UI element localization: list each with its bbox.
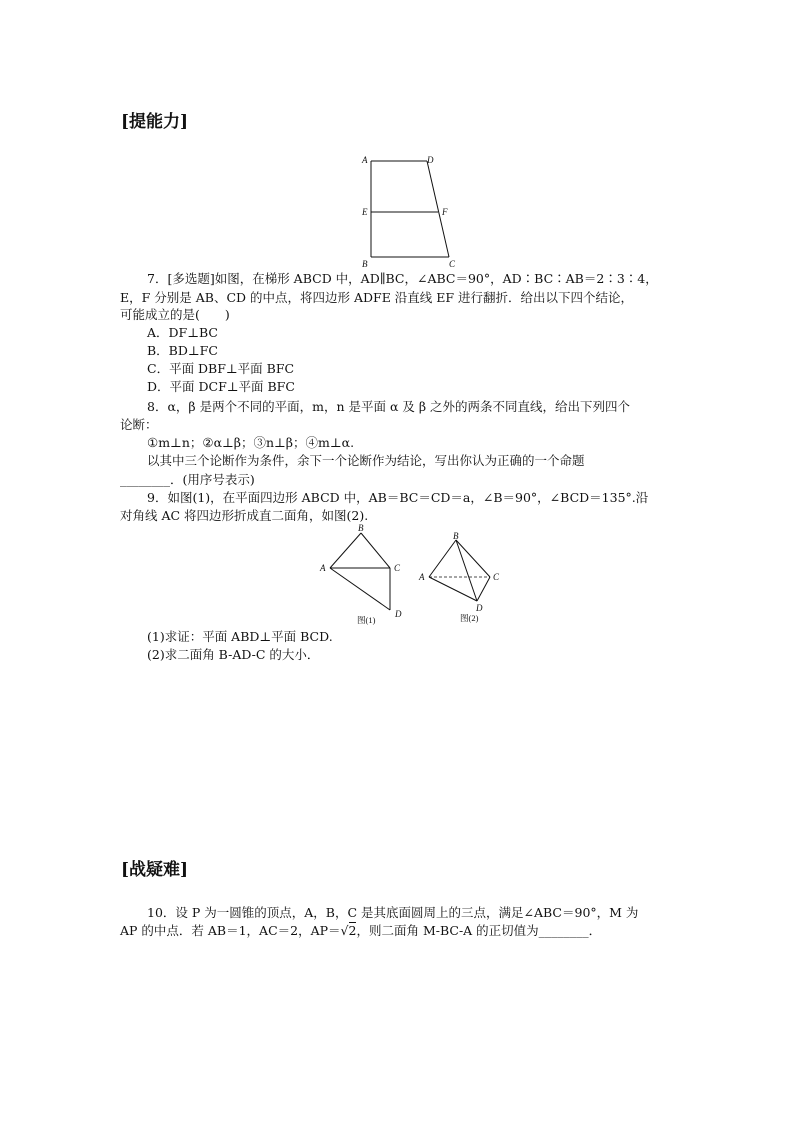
q8-line-5: ________．(用序号表示) [120,472,255,487]
figure-2 [414,530,510,626]
label-f: F [442,207,448,217]
q7-line-3: 可能成立的是( ) [120,307,230,322]
sqrt-symbol: √ [340,923,349,938]
label-c: C [493,572,500,582]
q8-line-2: 论断： [120,417,158,432]
figure-1 [316,522,406,628]
label-e: E [362,207,368,217]
edge-ad [330,568,390,610]
edge-bc [456,540,490,577]
edge-cd [477,577,490,601]
caption: 图(1) [357,615,376,625]
edge-ab [429,540,456,577]
q7-option-b: B．BD⊥FC [147,343,218,358]
label-b: B [362,259,368,269]
sqrt-radicand: 2 [348,923,357,938]
q9-part-1: (1)求证：平面 ABD⊥平面 BCD. [147,629,333,644]
q8-line-1: 8．α，β 是两个不同的平面，m，n 是平面 α 及 β 之外的两条不同直线，给出下列四个 [147,399,631,414]
q9-part-2: (2)求二面角 B-AD-C 的大小． [147,647,320,662]
q8-line-3: ①m⊥n；②α⊥β；③n⊥β；④m⊥α. [147,435,355,450]
q7-option-d: D．平面 DCF⊥平面 BFC [147,379,295,394]
label-a: A [320,563,326,573]
q7-line-1: 7．[多选题]如图，在梯形 ABCD 中，AD∥BC，∠ABC＝90°，AD∶BC∶AB＝2∶3∶4， [147,271,658,286]
q10-line-1: 10．设 P 为一圆锥的顶点，A，B，C 是其底面圆周上的三点，满足∠ABC＝90°，M 为 [147,905,639,920]
q8-line-4: 以其中三个论断作为条件，余下一个论断作为结论，写出你认为正确的一个命题 [147,453,585,468]
q10-text-a: AP 的中点．若 AB＝1，AC＝2，AP＝ [120,923,341,938]
q10-text-b: ，则二面角 M-BC-A 的正切值为________． [356,923,602,938]
q7-option-a: A．DF⊥BC [147,325,218,340]
label-c: C [449,259,456,269]
section-heading-improve: [提能力] [121,112,189,132]
label-a: A [419,572,425,582]
edge-ab [330,533,361,568]
q9-line-1: 9．如图(1)，在平面四边形 ABCD 中，AB＝BC＝CD＝a，∠B＝90°，∠BCD＝135°.沿 [147,490,649,505]
q9-line-2: 对角线 AC 将四边形折成直二面角，如图(2). [120,508,369,523]
q10-line-2 [120,922,601,940]
caption: 图(2) [460,613,479,623]
q7-line-2: E，F 分别是 AB、CD 的中点，将四边形 ADFE 沿直线 EF 进行翻折．给出以下四个结论， [120,290,634,305]
section-heading-challenge: [战疑难] [121,860,189,880]
trapezoid-figure [358,153,468,271]
label-d: D [427,155,434,165]
edge-bc [361,533,390,568]
label-c: C [394,563,401,573]
label-a: A [362,155,368,165]
label-b: B [453,531,459,541]
label-b: B [358,523,364,533]
label-d: D [395,609,402,619]
q7-option-c: C．平面 DBF⊥平面 BFC [147,361,295,376]
label-d: D [476,603,483,613]
